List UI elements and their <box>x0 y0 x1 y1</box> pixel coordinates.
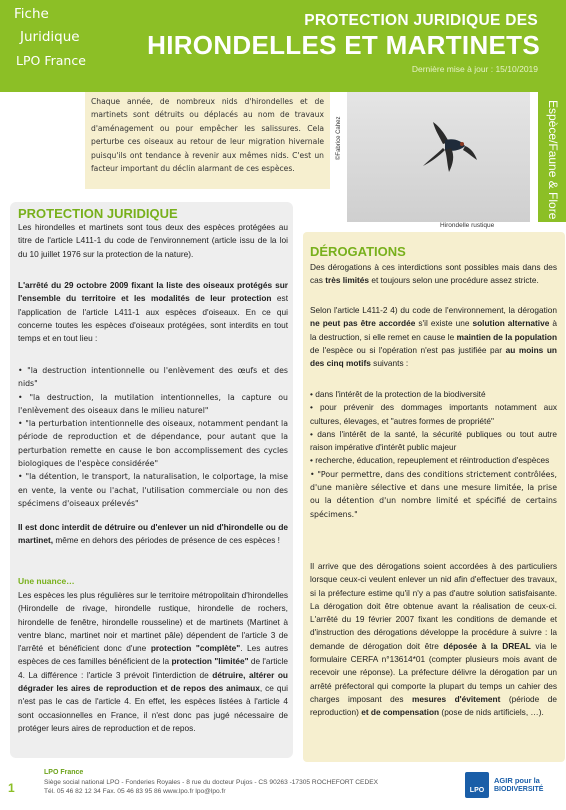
list-item: • dans l'intérêt de la protection de la biodiversité <box>310 389 486 399</box>
right-paragraph-2 <box>310 304 557 370</box>
list-item: • "la destruction intentionnelle ou l'enlèvement des œufs et des nids" <box>18 366 288 389</box>
agir-label-line2: BIODIVERSITÉ <box>494 786 544 793</box>
nuance-bold-3: détruire, altérer ou dégrader les aires de reproduction et de repos des animaux <box>18 669 289 694</box>
right-p3-text-a: Il arrive que des dérogations soient accordées à des particuliers lorsque ceux-ci veulent enlever un nid afin d'effectuer des travaux, si la préfecture estime qu'il n'y a pas d'autre solution satisfaisante. La dérogation doit être obtenue avant la réalisation de ceux-ci. L'arrêté du 19 février 2007 fixant les conditions de demande et d'instruction des dérogations développe la procédure à suivre : la demande de dérogation doit être <box>310 561 557 651</box>
left-paragraph-1 <box>18 221 288 261</box>
right-p2-text-i: suivants : <box>370 358 409 369</box>
footer-contact: Tél. 05 46 82 12 34 Fax. 05 46 83 95 86 www.lpo.fr lpo@lpo.fr <box>44 788 226 795</box>
left-paragraph-3 <box>18 521 288 548</box>
right-p3-bold-b: déposée à la DREAL <box>443 640 531 651</box>
left-p3-bold: Il est donc interdit de détruire ou d'enlever un nid d'hirondelle ou de martinet, <box>18 522 288 546</box>
list-item: • "Pour permettre, dans des conditions strictement contrôlées, d'une manière sélective et dans une mesure limitée, la prise ou la détention d'un nombre limité et spécifié de certains spécimens." <box>310 469 557 519</box>
agir-label-line1: AGIR pour la <box>494 776 540 785</box>
swallow-photo <box>347 92 530 222</box>
right-p2-bold-b: ne peut pas être accordée <box>310 318 416 329</box>
list-item: • recherche, éducation, repeuplement et réintroduction d'espèces <box>310 455 550 466</box>
right-p2-text-g: de l'espèce ou si l'opération n'est pas justifiée par <box>310 344 506 355</box>
right-p2-text-e: à la destruction, si elle remet en cause le <box>310 318 557 342</box>
right-p1-text: Des dérogations à ces interdictions sont possibles mais dans des cas <box>310 262 557 286</box>
category-side-tab-label: Espèce/Faune & Flore <box>546 100 560 220</box>
left-p3-rest: même en dehors des périodes de présence de ces espèces ! <box>53 535 280 546</box>
right-p2-bold-f: maintien de la population <box>456 331 558 342</box>
right-p1-text-end: et toujours selon une procédure assez stricte. <box>369 275 539 286</box>
right-p3-text-e: (période de reproduction) <box>310 693 557 718</box>
lpo-logo <box>465 772 489 798</box>
list-item: • "la perturbation intentionnelle des oiseaux, notamment pendant la période de reproduction et de dépendance, pour autant que la perturbation remette en cause le bon accomplissement des cycles biologiques de l'espèce considérée" <box>18 419 288 469</box>
right-p2-text-a: Selon l'article L411-2 4) du code de l'environnement, la dérogation <box>310 305 557 315</box>
intro-text: Chaque année, de nombreux nids d'hirondelles et de martinets sont détruits ou déplacés au nom de travaux d'aménagement ou pour empêcher les salissures. Cela perturbe ces oiseaux au retour de leur migration hivernale puisqu'ils ont tendance à revenir aux mêmes nids. C'est un facteur important du déclin alarmant de ces espèces. <box>91 97 324 174</box>
fiche-label-box <box>0 0 118 92</box>
right-section-title: DÉROGATIONS <box>310 244 406 259</box>
nuance-text-1: Les espèces les plus régulières sur le territoire métropolitain d'hirondelles (Hirondelle de rivage, hirondelle rustique, hirondelle de rochers, hirondelle de fenêtre, hirondelle rousseline) et de martinets (Martinet à ventre blanc, martinet noir et martinet pâle) dépendent de l'article 3 de l'arrêté et bénéficient donc d'une <box>18 590 288 654</box>
left-section-title: PROTECTION JURIDIQUE <box>18 206 178 221</box>
list-item: • dans l'intérêt de la santé, la sécurité publiques ou tout autre raison impérative d'intérêt public majeur <box>310 428 557 453</box>
left-p1: Les hirondelles et martinets sont tous deux des espèces protégées au titre de l'article L411-1 du code de l'environnement (article issu de la loi du 10 juillet 1976 sur la protection de la nature). <box>18 222 288 259</box>
photo-credit: ©Fabrice Cahez <box>336 116 342 160</box>
footer-org-name: LPO France <box>44 769 84 776</box>
swallow-illustration <box>347 92 530 222</box>
right-p2-text-c: s'il existe une <box>415 318 473 329</box>
nuance-bold-2: protection "limitée" <box>171 656 249 667</box>
list-item: • "la détention, le transport, la naturalisation, le colportage, la mise en vente, la vente ou l'achat, l'utilisation commerciale ou non des spécimens d'oiseaux prélevés" <box>18 472 288 508</box>
nuance-text-2: . Les autres espèces de ces familles bénéficient de la <box>18 643 288 667</box>
right-paragraph-3 <box>310 560 557 720</box>
right-paragraph-1 <box>310 261 557 288</box>
nuance-text-3: de l'article 4. La différence : l'article 3 prévoit l'interdiction de <box>18 656 288 680</box>
page-title-line1: PROTECTION JURIDIQUE DES <box>304 12 538 29</box>
right-p3-text-c: via le formulaire CERFA n°13614*01 (compter plusieurs mois avant de recevoir une réponse). La préfecture délivre la dérogation par un arrêté préfectoral qui comporte la plupart du temps un cahier des charges imposant des <box>310 640 557 704</box>
left-p2-bold: L'arrêté du 29 octobre 2009 fixant la liste des oiseaux protégés sur l'ensemble du territoire et les modalités de leur protection <box>18 280 288 304</box>
nuance-paragraph <box>18 589 288 735</box>
photo-caption: Hirondelle rustique <box>440 222 495 229</box>
page-title-line2: HIRONDELLES ET MARTINETS <box>147 30 540 60</box>
right-p2-bold-d: solution alternative <box>472 318 550 329</box>
page-number: 1 <box>8 781 15 795</box>
category-side-tab <box>538 92 566 222</box>
left-p2-rest: est l'application de l'article L411-1 aux espèces d'oiseaux. En ce qui concerne toutes les espèces d'oiseaux protégées, sont interdits en tout temps et en tout lieu : <box>18 293 288 344</box>
right-motives-list <box>310 388 557 521</box>
left-prohibitions-list <box>18 364 288 510</box>
nuance-bold-1: protection "complète" <box>150 643 241 654</box>
list-item: • "la destruction, la mutilation intentionnelles, la capture ou l'enlèvement des oiseaux dans le milieu naturel" <box>18 392 288 415</box>
fiche-label-line1: Fiche <box>14 6 49 22</box>
right-p3-text-g: (pose de nids artificiels, …). <box>439 707 544 718</box>
left-paragraph-2 <box>18 279 288 345</box>
intro-box <box>85 92 330 189</box>
lpo-logo-text: LPO <box>469 787 485 794</box>
last-update-date: Dernière mise à jour : 15/10/2019 <box>411 64 538 74</box>
fiche-label-line3: LPO France <box>16 53 86 68</box>
nuance-heading: Une nuance… <box>18 576 75 586</box>
list-item: • pour prévenir des dommages importants notamment aux cultures, élevages, et "autres formes de propriété" <box>310 402 557 426</box>
fiche-label-line2: Juridique <box>20 29 80 45</box>
right-p1-bold: très limités <box>325 275 370 286</box>
right-p2-bold-h: au moins un des cinq motifs <box>310 344 557 369</box>
nuance-text-4: , ce qui n'est pas le cas de l'article 4. En effet, les espèces listées à l'article 4 sont occasionnelles en France, il n'est donc pas jugé nécessaire de protéger leurs aires de reproduction et de repos. <box>18 683 288 733</box>
right-p3-bold-f: et de compensation <box>361 707 440 718</box>
footer-address: Siège social national LPO - Fonderies Royales - 8 rue du docteur Pujos - CS 90263 -17305 ROCHEFORT CEDEX <box>44 779 379 786</box>
right-p3-bold-d: mesures d'évitement <box>411 693 501 704</box>
